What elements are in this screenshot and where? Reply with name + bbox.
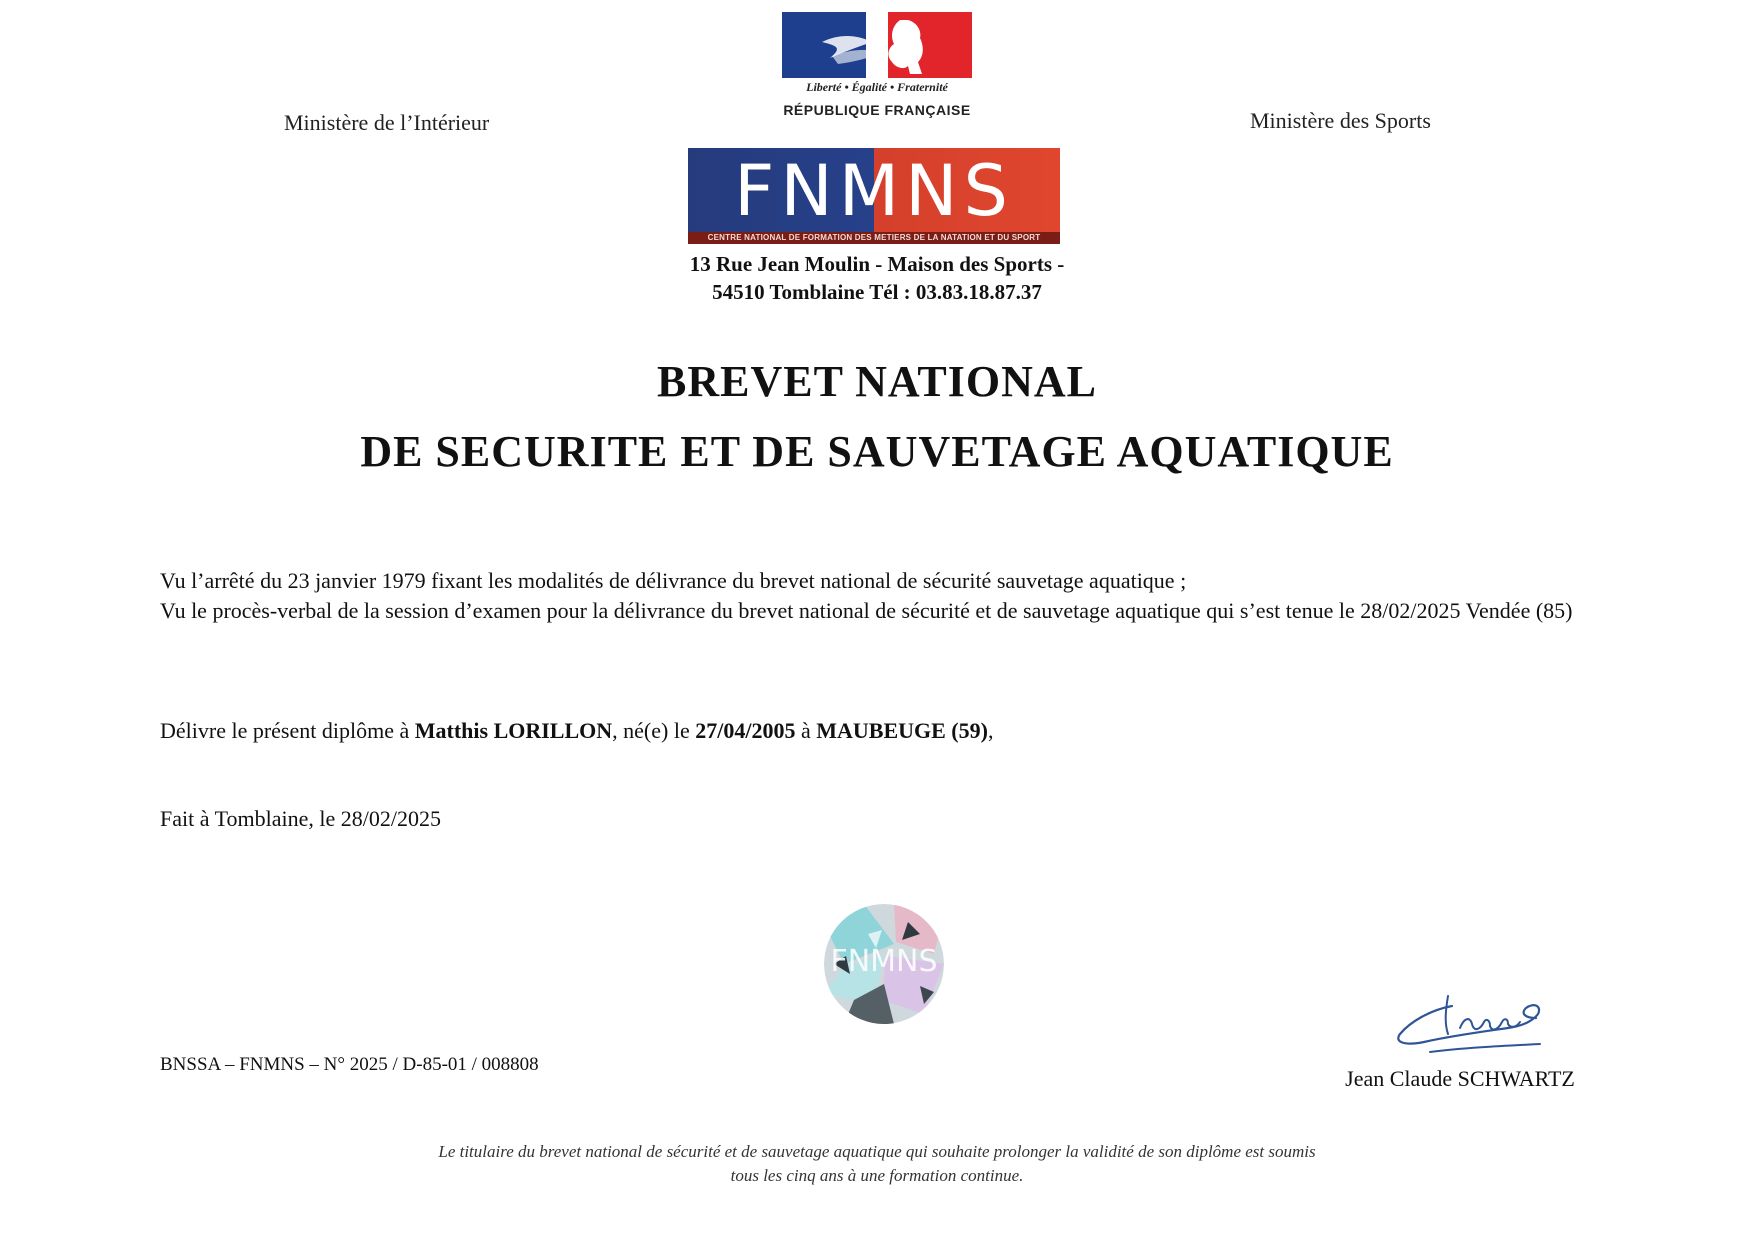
validity-note-line-1: Le titulaire du brevet national de sécurité et de sauvetage aquatique qui souhaite prolonger la validité de son diplôme est soumis <box>438 1142 1316 1161</box>
hologram-seal <box>824 904 944 1024</box>
delivery-end: , <box>987 718 994 743</box>
ministry-interior: Ministère de l’Intérieur <box>284 110 490 135</box>
republique-francaise-label: RÉPUBLIQUE FRANÇAISE <box>783 102 971 118</box>
ministry-sports: Ministère des Sports <box>1250 108 1431 133</box>
signatory-name: Jean Claude SCHWARTZ <box>1345 1066 1575 1091</box>
fnmns-logo-subtitle: CENTRE NATIONAL DE FORMATION DES METIERS DE LA NATATION ET DU SPORT <box>688 232 1060 244</box>
address-line-2: 54510 Tomblaine Tél : 03.83.18.87.37 <box>712 280 1042 304</box>
delivery-prefix: Délivre le présent diplôme à <box>160 718 415 743</box>
delivery-statement <box>160 716 1594 746</box>
address-line-1: 13 Rue Jean Moulin - Maison des Sports - <box>689 252 1065 276</box>
fnmns-logo-text: FNMNS <box>734 150 1014 232</box>
holder-name: Matthis LORILLON <box>414 718 613 743</box>
considerant-arrete: Vu l’arrêté du 23 janvier 1979 fixant les modalités de délivrance du brevet national de sécurité sauvetage aquatique ; <box>160 568 1187 593</box>
validity-note-line-2: tous les cinq ans à une formation continue. <box>730 1166 1024 1185</box>
hologram-seal-text: FNMNS <box>830 944 938 979</box>
fnmns-logo <box>688 148 1060 244</box>
issue-place-date: Fait à Tomblaine, le 28/02/2025 <box>160 806 441 831</box>
diploma-reference-number: BNSSA – FNMNS – N° 2025 / D-85-01 / 008808 <box>160 1054 539 1075</box>
diploma-title-line-1: BREVET NATIONAL <box>656 357 1098 406</box>
born-text: , né(e) le <box>612 718 696 743</box>
republique-francaise-logo <box>782 12 972 124</box>
republique-motto: Liberté • Égalité • Fraternité <box>806 80 948 94</box>
birth-place: MAUBEUGE (59) <box>816 718 988 743</box>
marianne-icon <box>782 12 972 78</box>
at-text: à <box>795 718 817 743</box>
birth-date: 27/04/2005 <box>695 718 796 743</box>
signature-icon <box>1390 988 1550 1060</box>
diploma-title-line-2: DE SECURITE ET DE SAUVETAGE AQUATIQUE <box>360 427 1394 476</box>
considerant-proces-verbal: Vu le procès-verbal de la session d’examen pour la délivrance du brevet national de sécurité et de sauvetage aquatique qui s’est tenue le 28/02/2025 Vendée (85) <box>160 598 1573 623</box>
